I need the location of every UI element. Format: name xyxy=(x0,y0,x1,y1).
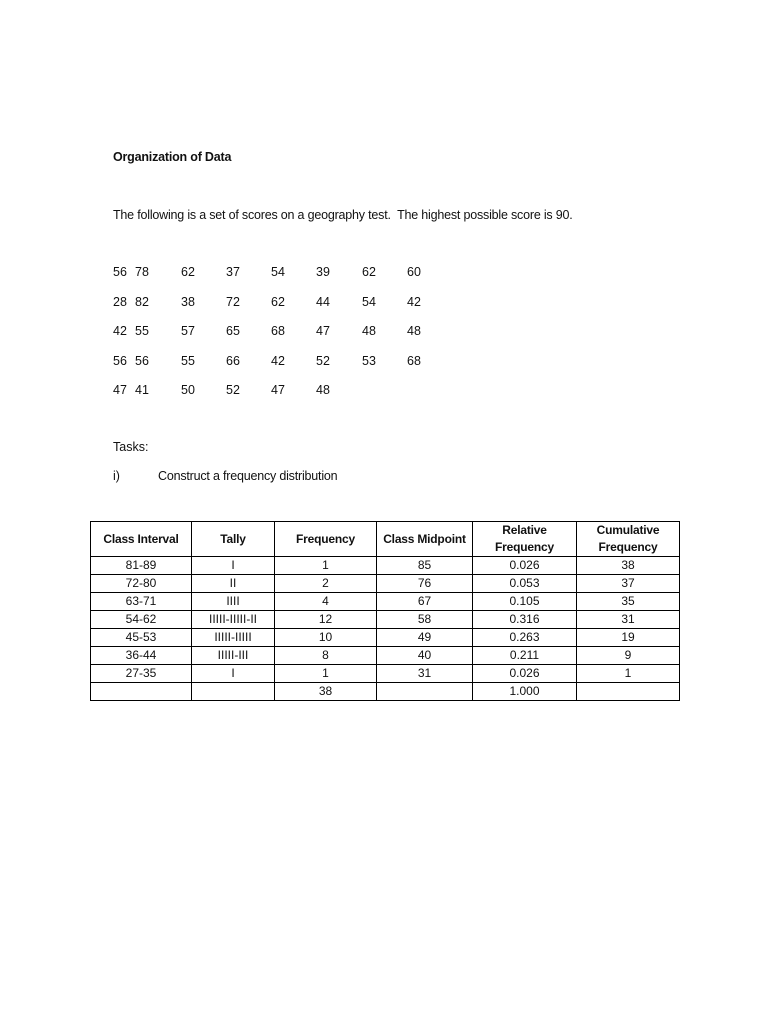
cell-cumulative-frequency xyxy=(577,683,680,701)
score-value: 48 xyxy=(407,324,421,338)
table-row xyxy=(91,629,680,647)
table-row xyxy=(91,665,680,683)
cell-relative-frequency-total: 1.000 xyxy=(473,683,577,701)
cell-tally: IIII xyxy=(192,593,275,611)
score-value: 42 xyxy=(407,294,421,309)
cell-cumulative-frequency: 9 xyxy=(577,647,680,665)
table-row xyxy=(91,593,680,611)
score-value: 54 xyxy=(271,265,285,279)
task-text: Construct a frequency distribution xyxy=(158,469,338,483)
cell-class-interval xyxy=(91,683,192,701)
header-class-interval: Class Interval xyxy=(91,522,192,557)
cell-frequency: 1 xyxy=(275,557,377,575)
table-header-row xyxy=(91,522,680,557)
cell-class-interval: 81-89 xyxy=(91,557,192,575)
cell-class-interval: 54-62 xyxy=(91,611,192,629)
score-value: 38 xyxy=(181,294,195,309)
cell-cumulative-frequency: 1 xyxy=(577,665,680,683)
cell-class-interval: 63-71 xyxy=(91,593,192,611)
cell-class-midpoint: 85 xyxy=(377,557,473,575)
score-value: 42 xyxy=(271,353,285,368)
cell-class-midpoint: 40 xyxy=(377,647,473,665)
cell-cumulative-frequency: 31 xyxy=(577,611,680,629)
task-number: i) xyxy=(113,469,120,483)
score-value: 52 xyxy=(226,383,240,397)
cell-frequency: 2 xyxy=(275,575,377,593)
cell-cumulative-frequency: 19 xyxy=(577,629,680,647)
score-value: 28 xyxy=(113,294,127,309)
score-value: 48 xyxy=(316,383,330,397)
header-cumulative-frequency: Cumulative Frequency xyxy=(577,522,680,557)
cell-cumulative-frequency: 35 xyxy=(577,593,680,611)
score-value: 44 xyxy=(316,294,330,309)
score-value: 57 xyxy=(181,324,195,338)
table-row xyxy=(91,647,680,665)
cell-relative-frequency: 0.316 xyxy=(473,611,577,629)
score-value: 60 xyxy=(407,265,421,279)
cell-class-midpoint: 76 xyxy=(377,575,473,593)
header-relative-frequency: Relative Frequency xyxy=(473,522,577,557)
score-value: 78 xyxy=(135,265,149,279)
table-row xyxy=(91,575,680,593)
cell-frequency: 1 xyxy=(275,665,377,683)
cell-tally: IIIII-IIIII-II xyxy=(192,611,275,629)
cell-class-midpoint: 49 xyxy=(377,629,473,647)
score-value: 41 xyxy=(135,383,149,397)
cell-class-interval: 45-53 xyxy=(91,629,192,647)
score-value: 62 xyxy=(362,265,376,279)
tasks-label: Tasks: xyxy=(113,440,149,454)
cell-frequency-total: 38 xyxy=(275,683,377,701)
cell-class-interval: 27-35 xyxy=(91,665,192,683)
score-value: 50 xyxy=(181,383,195,397)
page-title: Organization of Data xyxy=(113,150,232,164)
cell-tally xyxy=(192,683,275,701)
score-value: 47 xyxy=(113,383,127,397)
cell-class-interval: 72-80 xyxy=(91,575,192,593)
cell-relative-frequency: 0.026 xyxy=(473,665,577,683)
cell-class-midpoint xyxy=(377,683,473,701)
score-value: 62 xyxy=(181,265,195,279)
score-value: 53 xyxy=(362,353,376,368)
cell-class-interval: 36-44 xyxy=(91,647,192,665)
cell-tally: I xyxy=(192,665,275,683)
score-value: 62 xyxy=(271,294,285,309)
cell-relative-frequency: 0.026 xyxy=(473,557,577,575)
score-value: 39 xyxy=(316,265,330,279)
score-value: 37 xyxy=(226,265,240,279)
score-value: 82 xyxy=(135,294,149,309)
score-value: 56 xyxy=(113,265,127,279)
score-value: 48 xyxy=(362,324,376,338)
score-value: 66 xyxy=(226,353,240,368)
score-value: 55 xyxy=(181,353,195,368)
header-frequency: Frequency xyxy=(275,522,377,557)
score-value: 42 xyxy=(113,324,127,338)
intro-text: The following is a set of scores on a geography test. The highest possible score is 90. xyxy=(113,208,573,222)
cell-relative-frequency: 0.105 xyxy=(473,593,577,611)
score-value: 65 xyxy=(226,324,240,338)
score-value: 68 xyxy=(271,324,285,338)
score-value: 47 xyxy=(271,383,285,397)
cell-class-midpoint: 31 xyxy=(377,665,473,683)
table-total-row xyxy=(91,683,680,701)
cell-tally: IIIII-IIIII xyxy=(192,629,275,647)
cell-relative-frequency: 0.263 xyxy=(473,629,577,647)
score-value: 52 xyxy=(316,353,330,368)
cell-relative-frequency: 0.211 xyxy=(473,647,577,665)
score-value: 68 xyxy=(407,353,421,368)
score-value: 55 xyxy=(135,324,149,338)
cell-tally: I xyxy=(192,557,275,575)
cell-tally: II xyxy=(192,575,275,593)
cell-class-midpoint: 67 xyxy=(377,593,473,611)
cell-frequency: 10 xyxy=(275,629,377,647)
cell-frequency: 4 xyxy=(275,593,377,611)
cell-cumulative-frequency: 37 xyxy=(577,575,680,593)
cell-relative-frequency: 0.053 xyxy=(473,575,577,593)
frequency-table xyxy=(90,521,680,701)
header-class-midpoint: Class Midpoint xyxy=(377,522,473,557)
score-value: 56 xyxy=(113,353,127,368)
score-value: 56 xyxy=(135,353,149,368)
score-value: 54 xyxy=(362,294,376,309)
cell-frequency: 8 xyxy=(275,647,377,665)
header-tally: Tally xyxy=(192,522,275,557)
score-value: 47 xyxy=(316,324,330,338)
score-value: 72 xyxy=(226,294,240,309)
table-row xyxy=(91,557,680,575)
cell-tally: IIIII-III xyxy=(192,647,275,665)
cell-frequency: 12 xyxy=(275,611,377,629)
cell-cumulative-frequency: 38 xyxy=(577,557,680,575)
cell-class-midpoint: 58 xyxy=(377,611,473,629)
table-row xyxy=(91,611,680,629)
